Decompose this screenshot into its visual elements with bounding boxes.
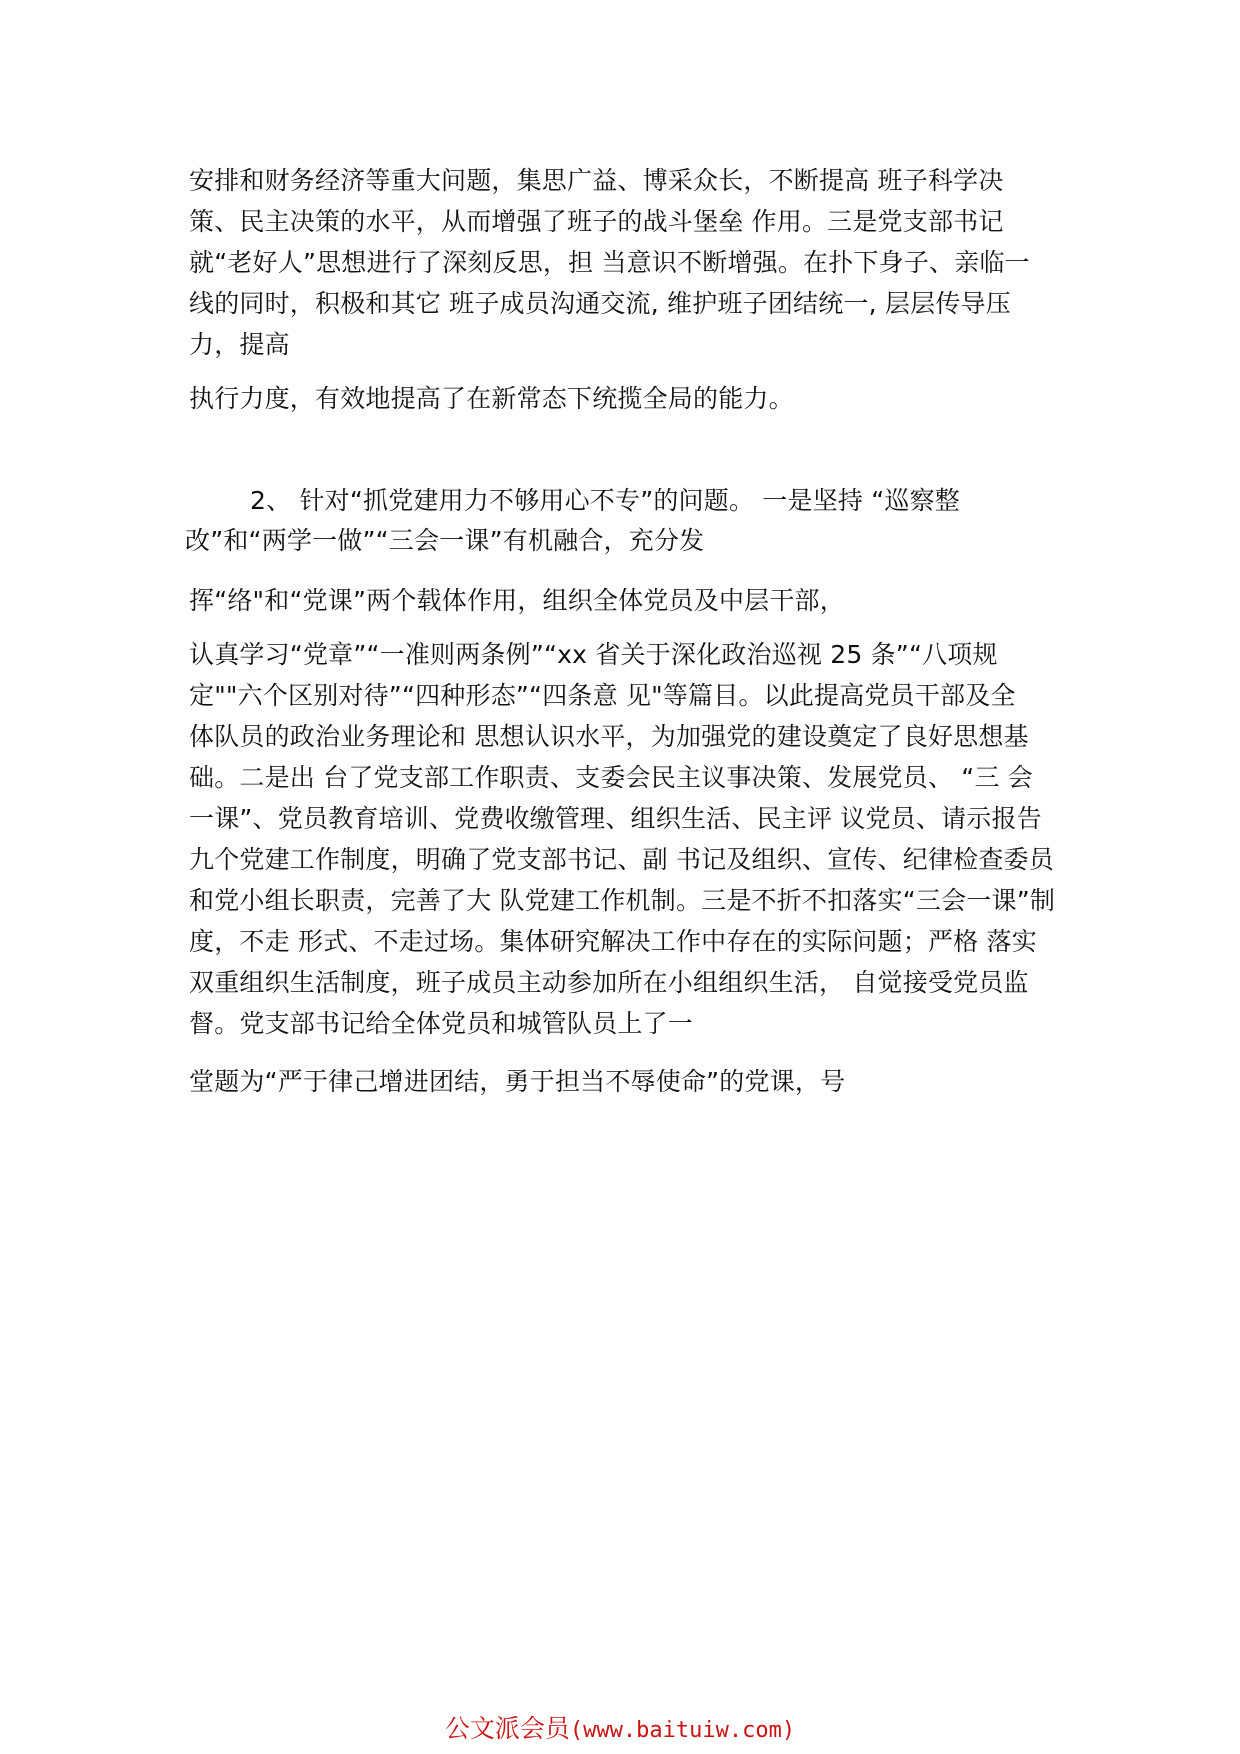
text-line: 双重组织生活制度，班子成员主动参加所在小组组织生活， 自觉接受党员监 bbox=[189, 968, 1029, 997]
text-line: 定""六个区别对待”“四种形态”“四条意 见"等篇目。以此提高党员干部及全 bbox=[189, 681, 1016, 710]
text-line: 就“老好人”思想进行了深刻反思，担 当意识不断增强。在扑下身子、亲临一 bbox=[189, 248, 1030, 277]
text-line: 度，不走 形式、不走过场。集体研究解决工作中存在的实际问题；严格 落实 bbox=[189, 927, 1037, 956]
text-line: 和党小组长职责，完善了大 队党建工作机制。三是不折不扣落实“三会一课”制 bbox=[189, 886, 1056, 915]
text-line: 线的同时，积极和其它 班子成员沟通交流, 维护班子团结统一, 层层传导压 bbox=[189, 289, 1011, 318]
text-line: 挥“络"和“党课”两个载体作用，组织全体党员及中层干部， bbox=[189, 586, 845, 615]
text-line: 执行力度，有效地提高了在新常态下统揽全局的能力。 bbox=[189, 384, 794, 413]
text-line: 安排和财务经济等重大问题，集思广益、博采众长，不断提高 班子科学决 bbox=[189, 166, 1004, 195]
footer-url[interactable]: (www.baituiw.com) bbox=[569, 1718, 796, 1743]
text-line: 督。党支部书记给全体党员和城管队员上了一 bbox=[189, 1009, 694, 1038]
text-line: 策、民主决策的水平，从而增强了班子的战斗堡垒 作用。三是党支部书记 bbox=[189, 207, 1004, 236]
text-line: 一课”、党员教育培训、党费收缴管理、组织生活、民主评 议党员、请示报告 bbox=[189, 804, 1042, 833]
text-line: 础。二是出 台了党支部工作职责、支委会民主议事决策、发展党员、 “三 会 bbox=[189, 763, 1033, 792]
text-line: 堂题为“严于律己增进团结，勇于担当不辱使命”的党课，号 bbox=[189, 1067, 846, 1096]
text-line: 九个党建工作制度，明确了党支部书记、副 书记及组织、宣传、纪律检查委员 bbox=[189, 845, 1054, 874]
footer-site-label: 公文派会员 bbox=[444, 1714, 570, 1743]
text-line: 认真学习“党章”“一准则两条例”“xx 省关于深化政治巡视 25 条”“八项规 bbox=[189, 640, 998, 669]
section-heading: 2、 针对“抓党建用力不够用心不专”的问题。 一是坚持 “巡察整 bbox=[250, 486, 961, 515]
footer-watermark bbox=[0, 1712, 1240, 1748]
text-line: 改”和“两学一做”“三会一课”有机融合，充分发 bbox=[185, 526, 705, 555]
text-line: 力，提高 bbox=[189, 330, 290, 359]
text-line: 体队员的政治业务理论和 思想认识水平，为加强党的建设奠定了良好思想基 bbox=[189, 722, 1029, 751]
